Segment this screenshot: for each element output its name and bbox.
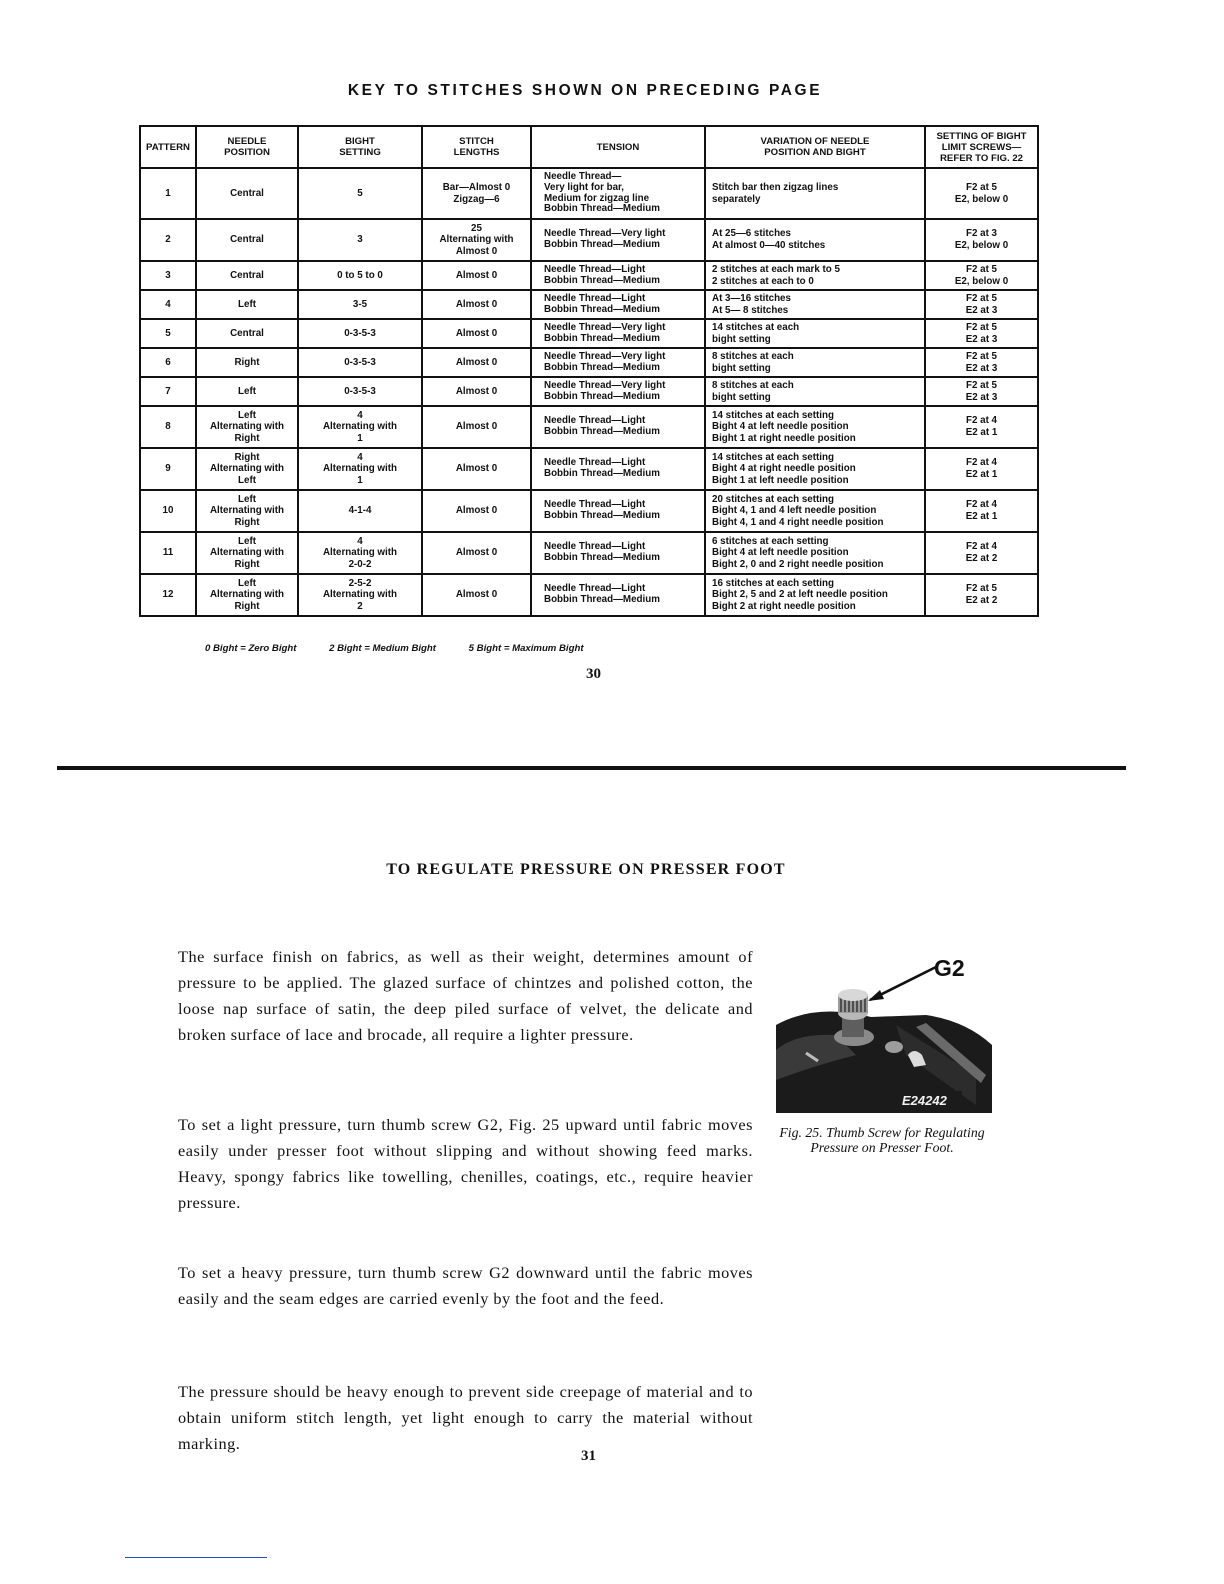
needle-position-cell: [196, 574, 298, 616]
needle-position-cell: [196, 219, 298, 261]
tension-cell: [531, 290, 705, 319]
variation-cell: [705, 319, 925, 348]
needle-position-cell: [196, 319, 298, 348]
stitch-lengths-cell: [422, 348, 531, 377]
pattern-cell-text: 5: [165, 327, 171, 339]
stitch-lengths-cell: [422, 490, 531, 532]
tension-cell-text: Needle Thread—Very light Bobbin Thread—Medium: [544, 379, 666, 402]
figure-callout-g2: G2: [934, 955, 965, 981]
stitch-lengths-cell: [422, 261, 531, 290]
paragraph-surface-finish: The surface finish on fabrics, as well as their weight, determines amount of pressure to be applied. The glazed surface of chintzes and polished cotton, the loose nap surface of satin, the deep piled surface of velvet, the delicate and broken surface of lace and brocade, all require a lighter pressure.: [178, 947, 753, 1045]
table-row: [140, 448, 1038, 490]
figure-caption: Fig. 25. Thumb Screw for Regulating Pressure on Presser Foot.: [779, 1125, 985, 1155]
tension-cell-text: Needle Thread—Very light Bobbin Thread—Medium: [544, 350, 666, 373]
bight-setting-cell: [298, 490, 422, 532]
limit-screws-cell-text: F2 at 4 E2 at 1: [965, 457, 998, 480]
stitch-lengths-cell-text: 25 Alternating with Almost 0: [439, 222, 514, 257]
limit-screws-cell: [925, 319, 1038, 348]
pattern-cell: [140, 490, 196, 532]
variation-cell: [705, 377, 925, 406]
table-header-row: [140, 126, 1038, 168]
tension-cell-text: Needle Thread—Light Bobbin Thread—Medium: [544, 541, 660, 563]
tension-cell-text: Needle Thread—Light Bobbin Thread—Medium: [544, 457, 660, 479]
needle-position-cell: [196, 290, 298, 319]
tension-cell-text: Needle Thread—Light Bobbin Thread—Medium: [544, 583, 660, 605]
variation-cell: [705, 290, 925, 319]
key-table-title: KEY TO STITCHES SHOWN ON PRECEDING PAGE: [347, 82, 823, 99]
stitch-lengths-cell: [422, 532, 531, 574]
bight-setting-cell-text: 0-3-5-3: [344, 327, 376, 339]
pressure-section-title: TO REGULATE PRESSURE ON PRESSER FOOT: [386, 861, 786, 878]
stitch-lengths-cell-text: Almost 0: [455, 547, 498, 559]
limit-screws-cell: [925, 168, 1038, 219]
header-bight-setting: BIGHT SETTING: [298, 126, 422, 168]
stitch-lengths-cell-text: Almost 0: [455, 589, 498, 601]
table-row: [140, 168, 1038, 219]
header-variation: VARIATION OF NEEDLE POSITION AND BIGHT: [705, 126, 925, 168]
variation-cell-text: 6 stitches at each setting Bight 4 at left needle position Bight 2, 0 and 2 right needle position: [712, 535, 884, 570]
pattern-cell: [140, 532, 196, 574]
paragraph-light-pressure: To set a light pressure, turn thumb screw G2, Fig. 25 upward until fabric moves easily under presser foot without slipping and without showing feed marks. Heavy, spongy fabrics like towelling, chenilles, coatings, etc., require heavier pressure.: [178, 1115, 753, 1213]
tension-cell-text: Needle Thread—Very light Bobbin Thread—Medium: [544, 228, 666, 250]
table-row: [140, 406, 1038, 448]
stitch-lengths-cell-text: Almost 0: [455, 505, 498, 517]
bight-setting-cell: [298, 348, 422, 377]
stitch-lengths-cell: [422, 448, 531, 490]
stitch-lengths-cell-text: Bar—Almost 0 Zigzag—6: [442, 181, 511, 205]
stitch-lengths-cell: [422, 219, 531, 261]
pattern-cell-text: 12: [162, 589, 174, 601]
bight-setting-cell-text: 2-5-2 Alternating with 2: [322, 577, 398, 612]
table-body: [140, 168, 1038, 616]
tension-cell: [531, 532, 705, 574]
bight-setting-cell-text: 0-3-5-3: [344, 385, 376, 397]
bight-setting-cell-text: 3-5: [352, 298, 368, 310]
limit-screws-cell: [925, 406, 1038, 448]
limit-screws-cell-text: F2 at 5 E2, below 0: [954, 263, 1009, 287]
tension-cell-text: Needle Thread—Light Bobbin Thread—Medium: [544, 499, 660, 521]
variation-cell: [705, 219, 925, 261]
tension-cell: [531, 448, 705, 490]
needle-position-cell-text: Central: [230, 269, 264, 281]
table-row: [140, 290, 1038, 319]
variation-cell: [705, 532, 925, 574]
bight-setting-cell-text: 4 Alternating with 1: [322, 409, 398, 444]
pattern-cell: [140, 319, 196, 348]
tension-cell: [531, 319, 705, 348]
needle-position-cell: [196, 406, 298, 448]
needle-position-cell-text: Left Alternating with Right: [209, 577, 285, 612]
stitch-lengths-cell: [422, 290, 531, 319]
bight-setting-cell-text: 4 Alternating with 1: [322, 451, 398, 486]
limit-screws-cell: [925, 219, 1038, 261]
pattern-cell-text: 11: [162, 547, 174, 559]
bight-setting-cell: [298, 574, 422, 616]
tension-cell: [531, 261, 705, 290]
variation-cell: [705, 348, 925, 377]
variation-cell: [705, 490, 925, 532]
bight-setting-cell-text: 4-1-4: [348, 505, 372, 517]
variation-cell-text: 14 stitches at each setting Bight 4 at left needle position Bight 1 at right needle position: [712, 409, 856, 444]
pattern-cell: [140, 574, 196, 616]
stitch-lengths-cell-text: Almost 0: [455, 356, 498, 368]
header-stitch-lengths: STITCH LENGTHS: [422, 126, 531, 168]
bight-setting-cell: [298, 406, 422, 448]
pattern-cell: [140, 348, 196, 377]
tension-cell-text: Needle Thread—Light Bobbin Thread—Medium: [544, 415, 660, 437]
variation-cell: [705, 261, 925, 290]
stitch-lengths-cell-text: Almost 0: [455, 298, 498, 310]
limit-screws-cell: [925, 448, 1038, 490]
tension-cell: [531, 406, 705, 448]
tension-cell-text: Needle Thread—Very light Bobbin Thread—Medium: [544, 321, 666, 344]
bight-setting-cell: [298, 290, 422, 319]
variation-cell-text: 8 stitches at each bight setting: [712, 379, 794, 403]
needle-position-cell-text: Right: [234, 356, 260, 368]
tension-cell-text: Needle Thread—Light Bobbin Thread—Medium: [544, 292, 660, 315]
pattern-cell-text: 8: [165, 421, 171, 433]
limit-screws-cell: [925, 377, 1038, 406]
needle-position-cell-text: Left Alternating with Right: [209, 535, 285, 570]
needle-position-cell: [196, 532, 298, 574]
variation-cell-text: 20 stitches at each setting Bight 4, 1 and 4 left needle position Bight 4, 1 and 4 right needle position: [712, 493, 884, 528]
needle-position-cell-text: Central: [230, 327, 264, 339]
stitch-lengths-cell: [422, 168, 531, 219]
variation-cell-text: 8 stitches at each bight setting: [712, 350, 794, 374]
variation-cell: [705, 448, 925, 490]
variation-cell-text: 14 stitches at each setting Bight 4 at right needle position Bight 1 at left needle position: [712, 451, 856, 486]
needle-position-cell-text: Left: [238, 385, 256, 397]
needle-position-cell: [196, 168, 298, 219]
stitch-lengths-cell-text: Almost 0: [455, 463, 498, 475]
variation-cell-text: 16 stitches at each setting Bight 2, 5 and 2 at left needle position Bight 2 at right needle position: [712, 577, 888, 612]
tension-cell: [531, 377, 705, 406]
pattern-cell: [140, 168, 196, 219]
header-needle-position: NEEDLE POSITION: [196, 126, 298, 168]
pattern-cell: [140, 219, 196, 261]
table-row: [140, 261, 1038, 290]
stitch-lengths-cell: [422, 319, 531, 348]
tension-cell: [531, 348, 705, 377]
limit-screws-cell-text: F2 at 3 E2, below 0: [954, 228, 1009, 251]
needle-position-cell: [196, 377, 298, 406]
limit-screws-cell-text: F2 at 4 E2 at 1: [965, 499, 998, 522]
limit-screws-cell-text: F2 at 4 E2 at 2: [965, 541, 998, 564]
tension-cell-text: Needle Thread—Light Bobbin Thread—Medium: [544, 263, 660, 286]
tension-cell: [531, 168, 705, 219]
pattern-cell-text: 10: [162, 505, 174, 517]
needle-position-cell-text: Left: [238, 298, 256, 310]
pattern-cell-text: 2: [165, 234, 171, 246]
tension-cell: [531, 574, 705, 616]
pattern-cell: [140, 290, 196, 319]
variation-cell-text: At 25—6 stitches At almost 0—40 stitches: [712, 228, 826, 251]
limit-screws-cell-text: F2 at 5 E2, below 0: [954, 181, 1009, 205]
limit-screws-cell: [925, 532, 1038, 574]
limit-screws-cell: [925, 574, 1038, 616]
table-row: [140, 532, 1038, 574]
variation-cell-text: 14 stitches at each bight setting: [712, 321, 800, 345]
needle-position-cell: [196, 490, 298, 532]
stitch-lengths-cell-text: Almost 0: [455, 421, 498, 433]
needle-position-cell-text: Right Alternating with Left: [209, 451, 285, 486]
page-number-31: 31: [581, 1448, 596, 1464]
variation-cell-text: At 3—16 stitches At 5— 8 stitches: [712, 292, 791, 316]
needle-position-cell: [196, 448, 298, 490]
header-pattern: PATTERN: [140, 126, 196, 168]
stitch-lengths-cell-text: Almost 0: [455, 385, 498, 397]
limit-screws-cell: [925, 261, 1038, 290]
limit-screws-cell-text: F2 at 5 E2 at 3: [965, 321, 998, 345]
bight-setting-cell-text: 0 to 5 to 0: [337, 269, 383, 281]
limit-screws-cell-text: F2 at 5 E2 at 3: [965, 292, 998, 316]
table-row: [140, 377, 1038, 406]
limit-screws-cell: [925, 348, 1038, 377]
bight-setting-cell: [298, 448, 422, 490]
pattern-cell: [140, 406, 196, 448]
table-row: [140, 348, 1038, 377]
stitch-key-table: [139, 125, 1039, 617]
variation-cell: [705, 406, 925, 448]
stitch-lengths-cell-text: Almost 0: [455, 269, 498, 281]
footnote-rule: [125, 1557, 267, 1558]
bight-legend: [205, 643, 725, 654]
legend-medium-bight: 2 Bight = Medium Bight: [329, 643, 436, 654]
needle-position-cell: [196, 348, 298, 377]
pattern-cell-text: 9: [165, 463, 171, 475]
bight-setting-cell: [298, 377, 422, 406]
limit-screws-cell-text: F2 at 5 E2 at 2: [965, 583, 998, 606]
needle-position-cell: [196, 261, 298, 290]
bight-setting-cell: [298, 219, 422, 261]
limit-screws-cell: [925, 490, 1038, 532]
paragraph-heavy-pressure: To set a heavy pressure, turn thumb screw G2 downward until the fabric moves easily and the seam edges are carried evenly by the foot and the feed.: [178, 1263, 753, 1309]
needle-position-cell-text: Central: [230, 187, 264, 199]
table-row: [140, 219, 1038, 261]
table-row: [140, 574, 1038, 616]
limit-screws-cell-text: F2 at 4 E2 at 1: [965, 415, 998, 438]
bight-setting-cell-text: 5: [357, 187, 363, 199]
variation-cell-text: 2 stitches at each mark to 5 2 stitches at each to 0: [712, 263, 840, 287]
needle-position-cell-text: Left Alternating with Right: [209, 409, 285, 444]
variation-cell: [705, 574, 925, 616]
tension-cell: [531, 490, 705, 532]
bight-setting-cell: [298, 261, 422, 290]
bight-setting-cell: [298, 168, 422, 219]
figure-photo-code: E24242: [902, 1093, 947, 1108]
stitch-lengths-cell-text: Almost 0: [455, 327, 498, 339]
needle-position-cell-text: Left Alternating with Right: [209, 493, 285, 528]
variation-cell: [705, 168, 925, 219]
pattern-cell-text: 6: [165, 356, 171, 368]
limit-screws-cell-text: F2 at 5 E2 at 3: [965, 379, 998, 403]
table-row: [140, 490, 1038, 532]
bight-setting-cell-text: 3: [357, 234, 363, 246]
pattern-cell-text: 4: [165, 298, 171, 310]
pattern-cell: [140, 448, 196, 490]
header-tension: TENSION: [531, 126, 705, 168]
stitch-lengths-cell: [422, 377, 531, 406]
limit-screws-cell-text: F2 at 5 E2 at 3: [965, 350, 998, 374]
legend-zero-bight: 0 Bight = Zero Bight: [205, 643, 297, 654]
tension-cell-text: Needle Thread— Very light for bar, Medium for zigzag line Bobbin Thread—Medium: [544, 171, 660, 215]
table-row: [140, 319, 1038, 348]
page-divider: [57, 766, 1126, 770]
tension-cell: [531, 219, 705, 261]
bight-setting-cell-text: 0-3-5-3: [344, 356, 376, 368]
stitch-lengths-cell: [422, 406, 531, 448]
limit-screws-cell: [925, 290, 1038, 319]
header-limit-screws: SETTING OF BIGHT LIMIT SCREWS— REFER TO FIG. 22: [925, 126, 1038, 168]
variation-cell-text: Stitch bar then zigzag lines separately: [712, 181, 839, 205]
bight-setting-cell: [298, 532, 422, 574]
needle-position-cell-text: Central: [230, 234, 264, 246]
bight-setting-cell: [298, 319, 422, 348]
bight-setting-cell-text: 4 Alternating with 2-0-2: [322, 535, 398, 570]
stitch-lengths-cell: [422, 574, 531, 616]
paragraph-pressure-balance: The pressure should be heavy enough to prevent side creepage of material and to obtain uniform stitch length, yet light enough to carry the material without marking.: [178, 1382, 753, 1454]
pattern-cell-text: 3: [165, 269, 171, 281]
pattern-cell-text: 7: [165, 385, 171, 397]
pattern-cell: [140, 377, 196, 406]
pattern-cell: [140, 261, 196, 290]
pattern-cell-text: 1: [165, 187, 171, 199]
page-number-30: 30: [586, 666, 601, 682]
legend-maximum-bight: 5 Bight = Maximum Bight: [468, 643, 584, 654]
